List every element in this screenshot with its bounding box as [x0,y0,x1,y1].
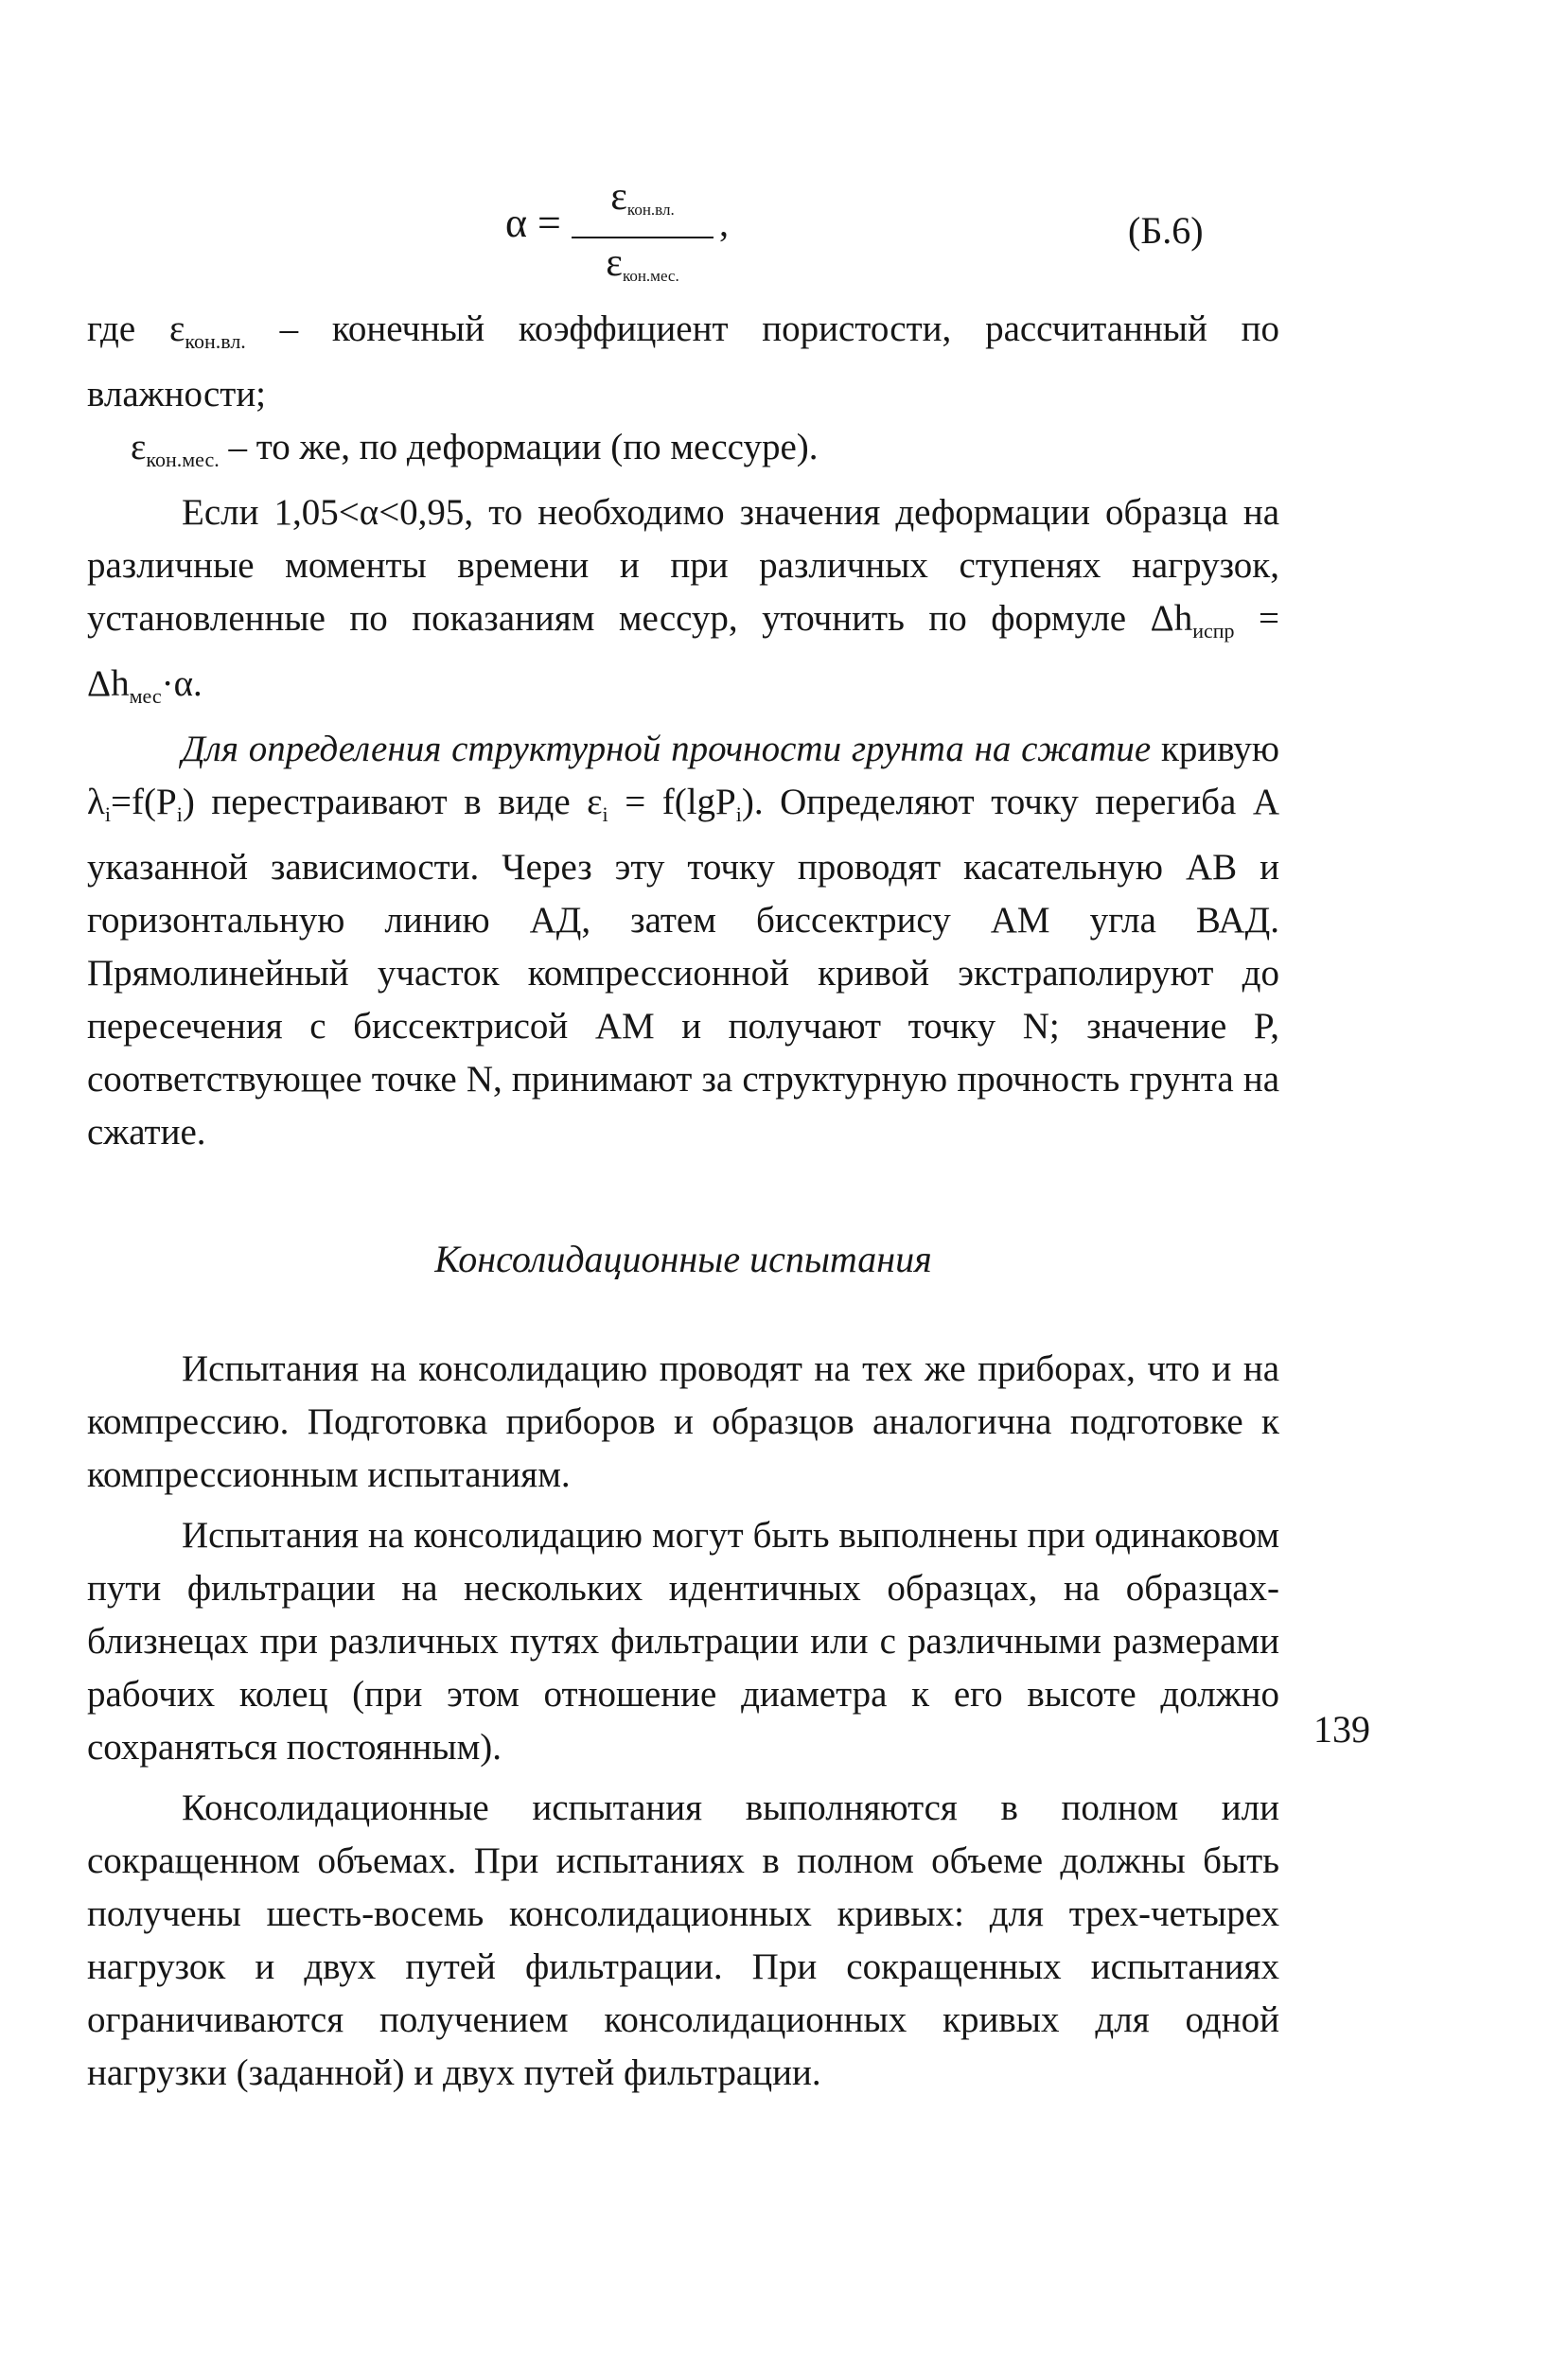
equation-number: (Б.6) [1128,209,1204,252]
paragraph-consolidation-samples: Испытания на консолидацию могут быть выполнены при одинаковом пути фильтрации на нескольких идентичных образцах, на образцах-близнецах при различных путях фильтрации или с различными размерами рабочих колец (при этом отношение диаметра к его высоте должно сохраняться постоянным). [87,1515,1279,1768]
definition-eps-kon-vl: где $\varepsilon_{кон.вл.}$ – конечный коэффициент пористости, рассчитанный по влажности; [87,308,1279,414]
fraction-bar [572,237,714,238]
italic-lead: Для определения структурной прочности грунта на сжатие [182,729,1152,769]
page-content [87,151,1370,2100]
paragraph-alpha-correction: Если 1,05<α<0,95, то необходимо значения деформации образца на различные моменты времени и при различных ступенях нагрузок, установленные по показаниям мессур, уточнить по формуле $\Delta h_{испр} = \Delta h_{мес}\cdot\alpha$. [87,492,1279,708]
definition-eps-kon-mes: $\varepsilon_{кон.мес.}$ – то же, по деформации (по мессуре). [131,427,819,471]
formula-numerator: $\varepsilon_{кон.вл.}$ [610,175,675,219]
delta-h-ispr: Δh [1150,598,1193,639]
paragraph-consolidation-volume: Консолидационные испытания выполняются в полном или сокращенном объемах. При испытаниях в полном объеме должны быть получены шесть-восемь консолидационных кривых: для трех-четырех нагрузок и двух путей фильтрации. При сокращенных испытаниях ограничиваются получением консолидационных кривых для одной нагрузки (заданной) и двух путей фильтрации. [87,1787,1279,2093]
formula-comma: , [719,202,729,244]
section-heading: Консолидационные испытания [434,1238,932,1280]
formula-fraction [572,176,714,297]
paragraph-structural-strength: Для определения структурной прочности грунта на сжатие кривую $\lambda_i=f(P_i)$ перестраивают в виде $\varepsilon_i = f(\lg P_i)$. Определяют точку перегиба А указанной зависимости. Через эту точку проводят касательную АВ и горизонтальную линию АД, затем биссектрису АМ угла ВАД. Прямолинейный участок компрессионной кривой экстраполируют до пересечения с биссектрисой АМ и получают точку N; значение P, соответствующее точке N, принимают за структурную прочность грунта на сжатие. [87,729,1279,1153]
formula-numerator-sub: кон.вл. [626,201,675,219]
page-number: 139 [1313,1708,1370,1751]
delta-h-mes: Δh [87,663,130,704]
formula-denominator-sub: кон.мес. [622,267,679,285]
paragraph-consolidation-devices: Испытания на консолидацию проводят на тех же приборах, что и на компрессию. Подготовка приборов и образцов аналогична подготовке к компрессионным испытаниям. [87,1348,1279,1495]
formula-b6 [87,151,1279,303]
formula-lhs: α = [505,200,561,246]
formula-denominator: $\varepsilon_{кон.мес.}$ [606,241,679,285]
